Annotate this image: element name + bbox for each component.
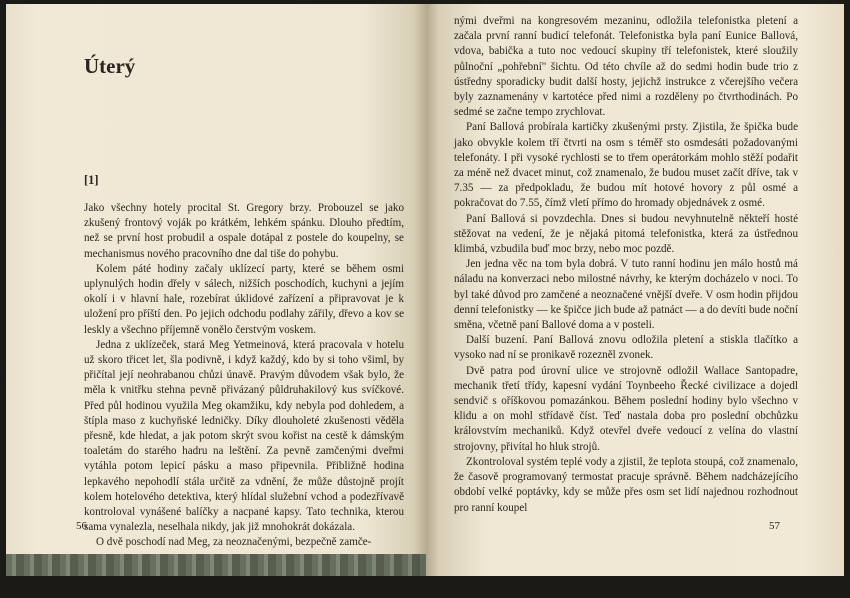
page-number: 57: [769, 520, 780, 532]
right-page-text: [454, 14, 798, 516]
open-book: [6, 4, 844, 576]
paragraph: Jedna z uklízeček, stará Meg Yetmeinová, která pracovala v hotelu už skoro třicet let, šla podivně, i když každý, kdo by si toho všiml, by přičítal její neohrabanou chůzi únavě. Pravým důvodem však bylo, že měla k vnitřku stehna pevně přivázaný půldruhakilový kus svíčkové. Před půl hodinou využila Meg okamžiku, kdy nebyla pod dohledem, a štípla maso z kuchyňské ledničky. Díky dlouholeté zkušenosti věděla přesně, kde hledat, a jak potom skrýt svou kořist na cestě k dámským toaletám do starého hadru na leštění. Za pevně zamčenými dveřmi vytáhla potom lepicí pásku a maso připevnila. Přibližně hodina lepkavého nepohodlí stála určitě za vdnění, že může důstojně projít kolem hotelového detektiva, který hlídal služební vchod a podezřívavě kontroloval vynášené balíčky a nacpané kapsy. Tato technika, kterou sama vynalezla, neselhala nikdy, jak již mnohokrát dokázala.: [84, 338, 404, 534]
paragraph: Kolem páté hodiny začaly uklízecí party, které se během osmi uplynulých hodin dřely v sálech, nižších poschodích, kuchyni a jejím okolí i v hlavní hale, rozebírat úklidové zařízení a připravovat je k uložení pro příští den. Po jejich odchodu podlahy zářily, dřevo a kov se leskly a všechno příjemně vonělo čerstvým voskem.: [84, 262, 404, 336]
paragraph: Jako všechny hotely procital St. Gregory brzy. Probouzel se jako zkušený frontový voják po krátkém, lehkém spánku. Dlouho předtím, než se první host probudil a ospale dotápal z postele do koupelny, se mechanismus nového pracovního dne dal tiše do pohybu.: [84, 202, 404, 260]
paragraph: O dvě poschodí nad Meg, za neoznačenými, bezpečně zamče-: [96, 536, 372, 549]
paragraph: Jen jedna věc na tom byla dobrá. V tuto ranní hodinu jen málo hostů má náladu na konverzaci nebo milostné návrhy, ke kterým docházelo v noci. To byl také důvod pro zamčené a neoznačené vnější dveře. V osm hodin přijdou denní telefonistky — ke špičce jich bude až patnáct — a do devíti bude noční směna, včetně paní Ballové doma a v posteli.: [454, 258, 798, 332]
paragraph: Zkontroloval systém teplé vody a zjistil, že teplota stoupá, což znamenalo, že časově programovaný termostat pracuje správně. Během nadcházejícího období velké poptávky, kdy se může přes osm set lidí najednou rozhodnout pro ranní koupel: [454, 455, 798, 514]
paragraph: Paní Ballová probírala kartičky zkušenými prsty. Zjistila, že špička bude jako obvykle kolem tří čtvrti na osm s téměř sto osmdesáti požadovanými telefonáty. I při vysoké rychlosti se to třem operátorkám mohlo stěží podařit za méně než dvacet minut, což znamenalo, že budou muset začít dříve, tak v 7.35 — za předpokladu, že budou mít hotové hovory z půl osmé a pokračovat do 7.55, čímž vletí přímo do hromady objednávek z osmé.: [454, 121, 798, 210]
paragraph-continuation: nými dveřmi na kongresovém mezaninu, odložila telefonistka pletení a začala první ranní budicí telefonát. Telefonistka byla paní Eunice Ballová, vdova, babička a tuto noc vedoucí skupiny tří telefonistek, které sloužily půlnoční „pohřební" šichtu. Od této chvíle až do sedmi hodin bude trio z ústředny sporadicky budit další hosty, jejichž instrukce z včerejšího večera byly zaznamenány v kartotéce před nimi a rozděleny po čtvrthodinách. Po sedmé se začne tempo zrychlovat.: [454, 15, 798, 119]
right-page: [426, 4, 844, 576]
page-number: 56: [76, 520, 87, 532]
paragraph: Dvě patra pod úrovní ulice ve strojovně odložil Wallace Santopadre, mechanik třetí třídy, kapesní vydání Toynbeeho Řecké civilizace a dojedl sendvič s oříškovou pomazánkou. Během poslední hodiny bylo všechno v klidu a on mohl střídavě číst. Teď nastala doba pro poslední obchůzku královstvím mechaniků. Když otevřel dveře vedoucí z velína do vlastní strojovny, přivítal ho hluk strojů.: [454, 364, 798, 453]
page-edge-decoration: [6, 554, 426, 576]
left-page-text: [84, 201, 404, 551]
paragraph: Paní Ballová si povzdechla. Dnes si budou nevyhnutelně někteří hosté stěžovat na vedení, že je nějaká pitomá telefonistka, která za ústřednou klimbá, vzbudila buď moc brzy, nebo moc pozdě.: [454, 212, 798, 256]
left-page: [6, 4, 426, 576]
chapter-title: Úterý: [84, 54, 136, 78]
section-mark: [1]: [84, 173, 99, 187]
paragraph: Další buzení. Paní Ballová znovu odložila pletení a stiskla tlačítko a vysoko nad ní se pronikavě rozezněl zvonek.: [454, 334, 798, 362]
